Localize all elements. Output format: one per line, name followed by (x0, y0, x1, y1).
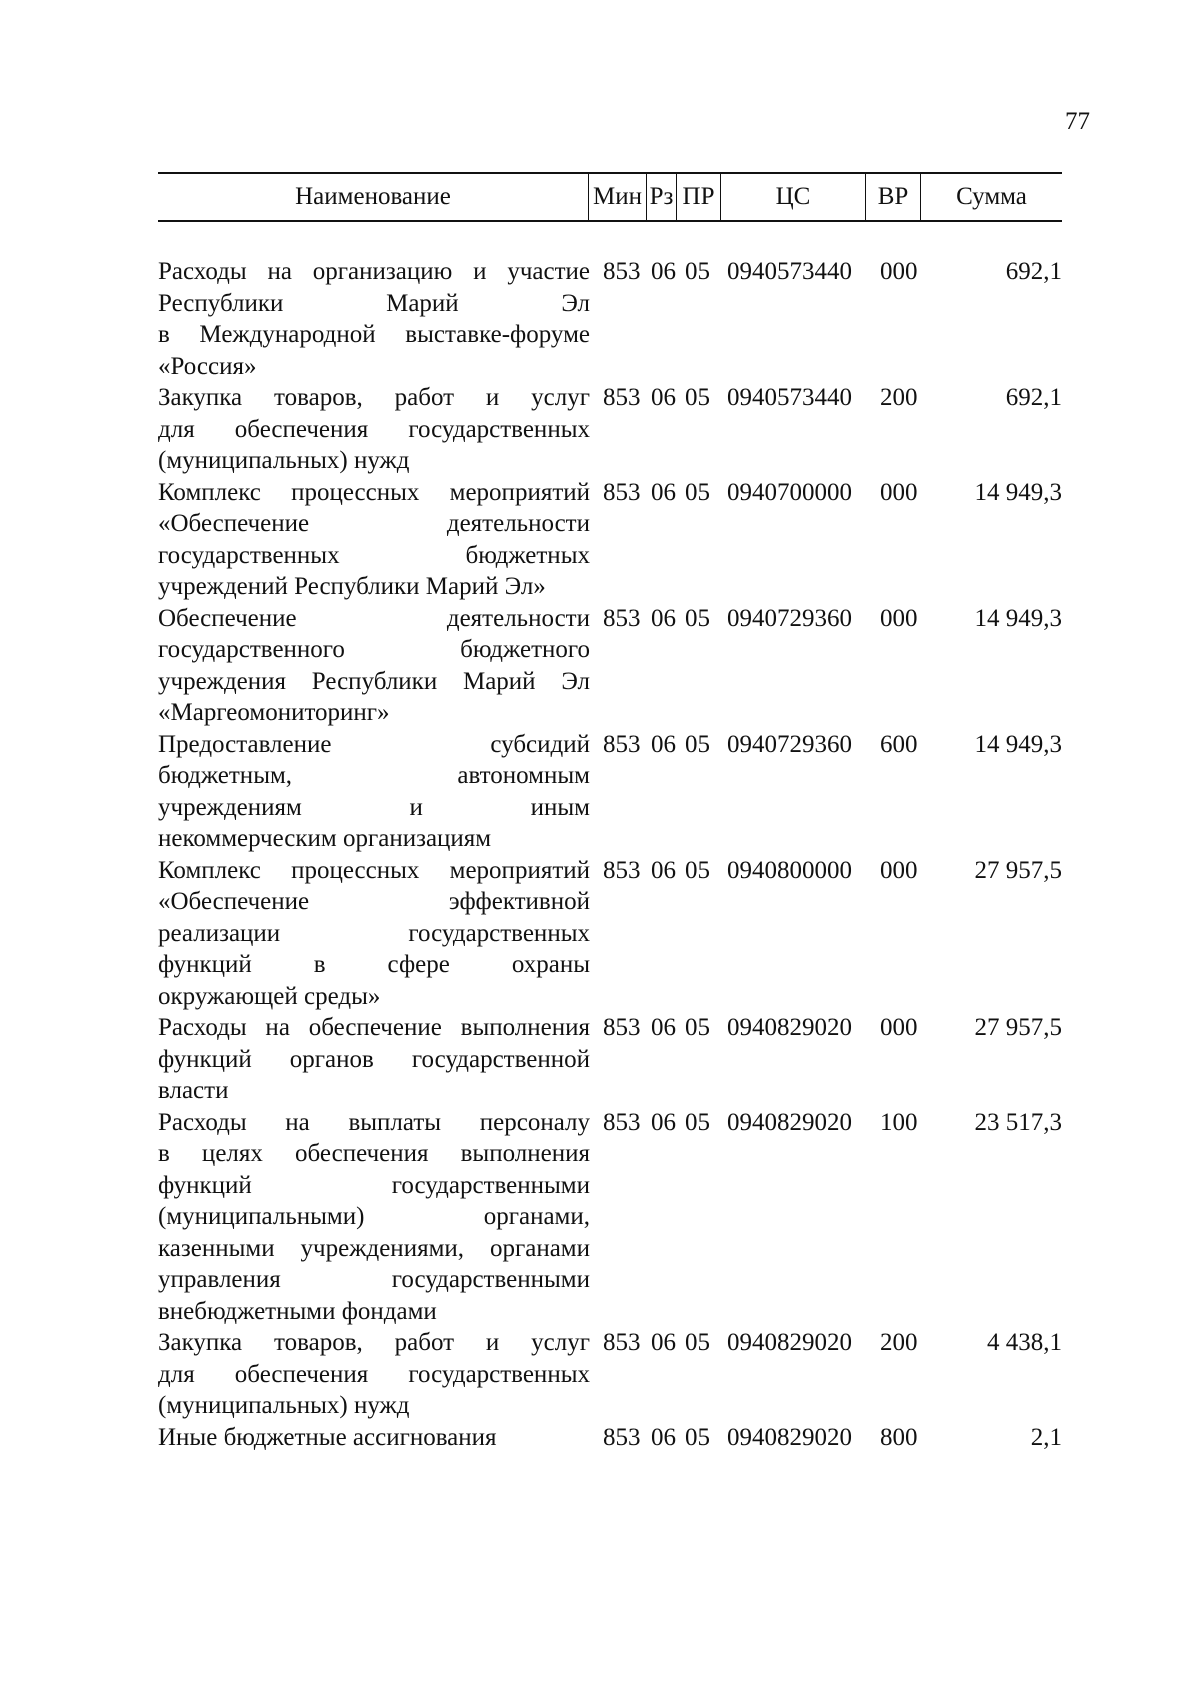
cell-sum: 692,1 (1005, 384, 1062, 411)
row-name-line: (муниципальных) нужд (158, 1392, 410, 1419)
row-name-line: Обеспечение деятельности (158, 604, 590, 632)
cell-cs: 0940700000 (727, 478, 852, 506)
header-rz: Рз (646, 174, 676, 220)
row-name-line: Комплекс процессных мероприятий (158, 856, 590, 884)
row-name (158, 603, 590, 729)
cell-sum: 27 957,5 (974, 1014, 1062, 1041)
table-row (158, 603, 1062, 729)
cell-sum: 692,1 (1005, 258, 1062, 285)
table-row (158, 1107, 1062, 1328)
row-name-line: в целях обеспечения выполнения (158, 1140, 590, 1167)
header-vr: ВР (865, 174, 920, 220)
row-name (158, 855, 590, 1013)
cell-cs: 0940829020 (727, 1423, 852, 1451)
cell-sum: 27 957,5 (974, 856, 1062, 884)
row-name-line: функций в сфере охраны (158, 951, 590, 978)
cell-rz: 06 (651, 730, 676, 758)
table-row (158, 1012, 1062, 1107)
row-name-line: управления государственными (158, 1266, 590, 1293)
row-name-line: Закупка товаров, работ и услуг (158, 1329, 590, 1356)
cell-min: 853 (603, 856, 641, 884)
row-name-line: учреждений Республики Марий Эл» (158, 573, 546, 600)
table-row (158, 477, 1062, 603)
row-name-line: «Маргеомониторинг» (158, 699, 390, 726)
cell-vr: 000 (880, 478, 918, 506)
table-row (158, 855, 1062, 1013)
cell-rz: 06 (651, 604, 676, 632)
cell-sum: 4 438,1 (987, 1329, 1062, 1356)
header-name: Наименование (295, 183, 451, 210)
cell-sum: 23 517,3 (974, 1108, 1062, 1136)
cell-vr: 000 (880, 1014, 918, 1041)
header-sum: Сумма (920, 174, 1062, 220)
cell-min: 853 (603, 1423, 641, 1451)
row-name-line: для обеспечения государственных (158, 1360, 590, 1388)
row-name-line: «Обеспечение деятельности (158, 510, 590, 537)
row-name-line: власти (158, 1077, 229, 1104)
cell-pr: 05 (685, 478, 710, 506)
row-name-line: для обеспечения государственных (158, 415, 590, 443)
row-name (158, 729, 590, 855)
row-name-line: учреждения Республики Марий Эл (158, 667, 590, 695)
cell-sum: 14 949,3 (974, 604, 1062, 632)
page-number: 77 (1065, 108, 1090, 135)
cell-pr: 05 (685, 856, 710, 884)
row-name-line: Предоставление субсидий (158, 730, 590, 758)
row-name-line: бюджетным, автономным (158, 762, 590, 789)
row-name (158, 1422, 590, 1454)
cell-cs: 0940829020 (727, 1108, 852, 1136)
cell-min: 853 (603, 1329, 641, 1356)
row-name-line: окружающей среды» (158, 982, 381, 1010)
cell-min: 853 (603, 730, 641, 758)
row-name-line: Закупка товаров, работ и услуг (158, 384, 590, 411)
row-name-line: Иные бюджетные ассигнования (158, 1423, 497, 1451)
cell-rz: 06 (651, 1014, 676, 1041)
header-min: Мин (588, 174, 646, 220)
cell-vr: 600 (880, 730, 918, 758)
cell-vr: 200 (880, 1329, 918, 1356)
row-name-line: Расходы на организацию и участие (158, 258, 590, 285)
table-row (158, 382, 1062, 477)
table-row (158, 1422, 1062, 1454)
cell-cs: 0940829020 (727, 1014, 852, 1041)
cell-vr: 000 (880, 604, 918, 632)
cell-rz: 06 (651, 1108, 676, 1136)
row-name-line: Расходы на выплаты персоналу (158, 1108, 590, 1136)
cell-cs: 0940573440 (727, 384, 852, 411)
row-name-line: Расходы на обеспечение выполнения (158, 1014, 590, 1041)
cell-cs: 0940729360 (727, 730, 852, 758)
cell-pr: 05 (685, 730, 710, 758)
row-name-line: (муниципальными) органами, (158, 1203, 590, 1230)
cell-rz: 06 (651, 258, 676, 285)
cell-cs: 0940800000 (727, 856, 852, 884)
cell-sum: 14 949,3 (974, 478, 1062, 506)
row-name-line: Комплекс процессных мероприятий (158, 478, 590, 506)
row-name (158, 1107, 590, 1328)
cell-min: 853 (603, 1108, 641, 1136)
header-cs: ЦС (720, 174, 865, 220)
row-name-line: внебюджетными фондами (158, 1297, 437, 1325)
row-name-line: функций органов государственной (158, 1045, 590, 1073)
row-name (158, 1327, 590, 1422)
cell-rz: 06 (651, 478, 676, 506)
cell-pr: 05 (685, 1108, 710, 1136)
row-name-line: государственного бюджетного (158, 636, 590, 663)
table-row (158, 256, 1062, 382)
row-name-line: (муниципальных) нужд (158, 447, 410, 474)
cell-rz: 06 (651, 1329, 676, 1356)
row-name (158, 477, 590, 603)
row-name-line: Республики Марий Эл (158, 289, 590, 317)
cell-min: 853 (603, 1014, 641, 1041)
cell-vr: 000 (880, 258, 918, 285)
header-pr: ПР (676, 174, 720, 220)
cell-cs: 0940573440 (727, 258, 852, 285)
cell-rz: 06 (651, 384, 676, 411)
cell-min: 853 (603, 384, 641, 411)
row-name (158, 256, 590, 382)
table-row (158, 1327, 1062, 1422)
cell-vr: 800 (880, 1423, 918, 1451)
cell-min: 853 (603, 604, 641, 632)
cell-vr: 000 (880, 856, 918, 884)
cell-pr: 05 (685, 384, 710, 411)
row-name-line: реализации государственных (158, 919, 590, 947)
cell-sum: 2,1 (1030, 1423, 1062, 1451)
budget-table (158, 172, 1062, 1453)
cell-pr: 05 (685, 604, 710, 632)
row-name-line: учреждениям и иным (158, 793, 590, 821)
cell-pr: 05 (685, 1014, 710, 1041)
row-name-line: функций государственными (158, 1171, 590, 1199)
cell-vr: 100 (880, 1108, 918, 1136)
row-name (158, 1012, 590, 1107)
row-name-line: казенными учреждениями, органами (158, 1234, 590, 1262)
row-name-line: в Международной выставке-форуме (158, 321, 590, 348)
cell-pr: 05 (685, 258, 710, 285)
row-name-line: государственных бюджетных (158, 541, 590, 569)
cell-min: 853 (603, 478, 641, 506)
cell-cs: 0940829020 (727, 1329, 852, 1356)
row-name-line: некоммерческим организациям (158, 825, 492, 852)
cell-cs: 0940729360 (727, 604, 852, 632)
cell-sum: 14 949,3 (974, 730, 1062, 758)
cell-rz: 06 (651, 1423, 676, 1451)
cell-pr: 05 (685, 1423, 710, 1451)
table-row (158, 729, 1062, 855)
row-name-line: «Россия» (158, 352, 257, 380)
cell-min: 853 (603, 258, 641, 285)
table-header (158, 172, 1062, 222)
row-name (158, 382, 590, 477)
table-body (158, 256, 1062, 1453)
cell-rz: 06 (651, 856, 676, 884)
row-name-line: «Обеспечение эффективной (158, 888, 590, 915)
cell-vr: 200 (880, 384, 918, 411)
cell-pr: 05 (685, 1329, 710, 1356)
